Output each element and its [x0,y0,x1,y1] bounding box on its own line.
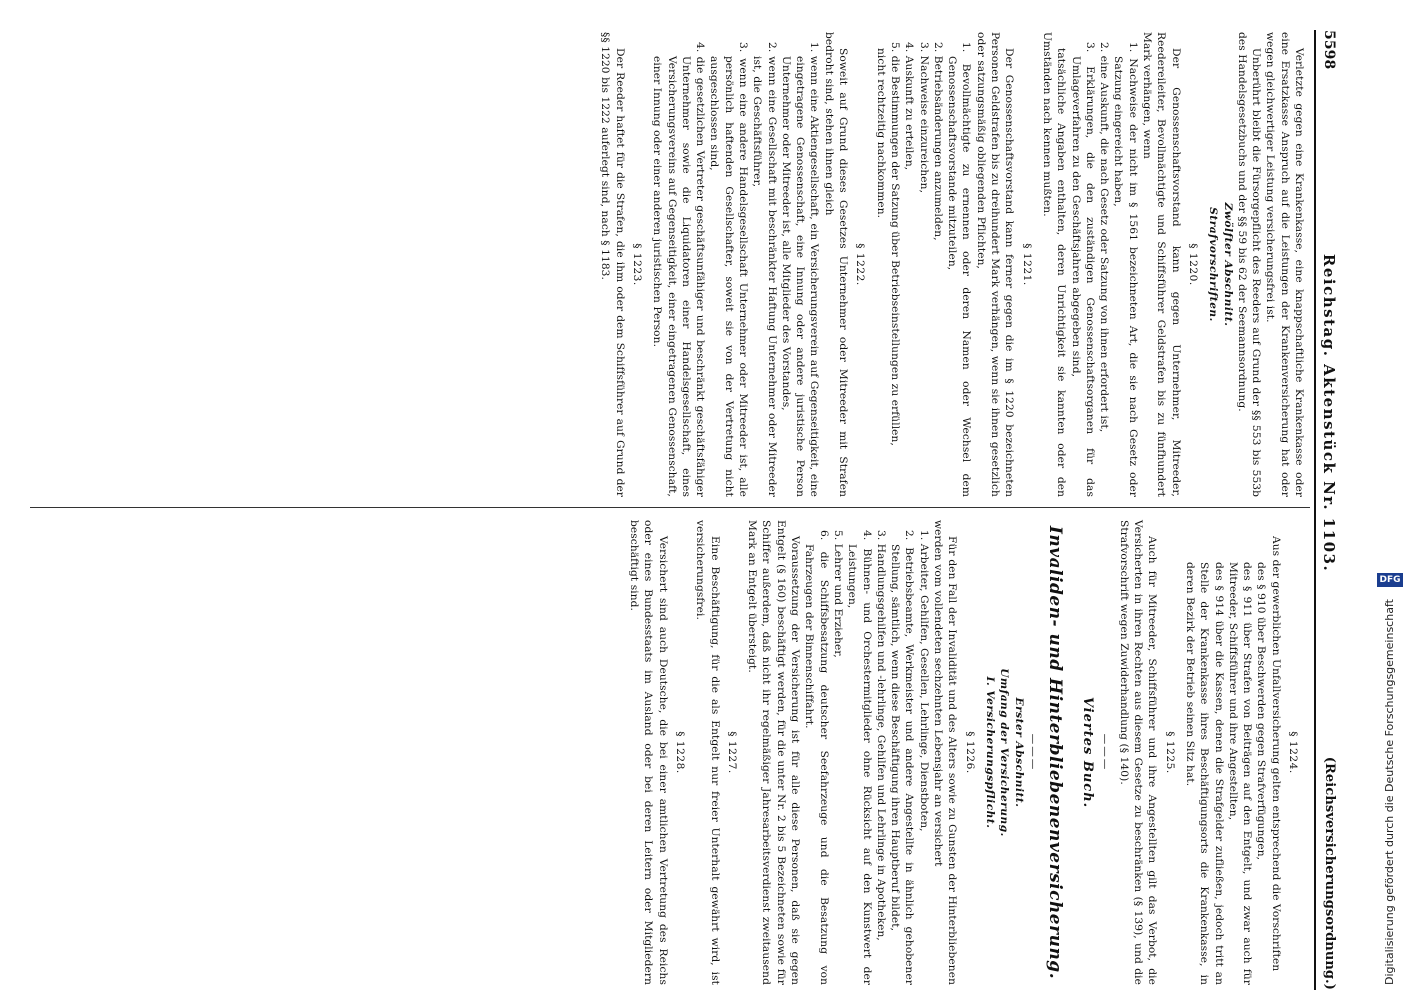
list-item [845,520,874,985]
section-number: § 1224. [1287,731,1299,774]
separator-rule: ——— [1026,733,1039,772]
right-column [627,520,1306,985]
header-subtitle: (Reichsversicherungsordnung.) [1322,756,1338,990]
section-number: § 1222. [854,243,867,286]
list-item-text: Erklärungen, die den zuständigen Genossenschaftsorganen für das Umlageverfahren zu den Geschäftsjahren abgegeben sind, [1069,56,1096,497]
paragraph: Der Genossenschaftsvorstand kann ferner gegen die im § 1220 bezeichneten Personen Geldstrafen bis zu dreihundert Mark verhängen, wenn sie ihnen gesetzlich oder satzungsmäßig obliegenden Pflichten, [974,32,1016,497]
list-item [707,32,750,497]
list-item-number: 4. [694,42,707,53]
section-heading: I. Versicherungspflicht. [983,676,996,829]
list-item-text: Bevollmächtigte zu ernennen oder deren Namen oder Wechsel dem Genossenschaftsvorstande mitzuteilen, [946,56,973,498]
footer-strip [1351,0,1401,1000]
list-item [802,520,831,985]
list-item-number: 6. [817,530,830,541]
sub-clause: des § 914 über die Kassen, denen die Strafgelder zufließen, jedoch tritt an Stelle der Krankenkasse ihres Beschäftigungsorts die Krankenkasse, in deren Bezirk der Betrieb seinen Sitz hat. [1183,562,1225,985]
list-item-number: 1. [808,42,821,53]
list-item-text: eine Auskunft, die nach Gesetz oder Satzung von ihnen erfordert ist, [1098,55,1111,433]
book-main-title: Invaliden- und Hinterbliebenenversicherung. [1044,525,1065,980]
list-item [888,520,917,985]
section-number: § 1226. [963,731,976,774]
paragraph: nicht rechtzeitig nachkommen. [874,48,887,219]
list-item [888,32,902,497]
paragraph: Versichert sind auch Deutsche, die bei einer amtlichen Vertretung des Reichs oder eines Bundesstaats im Ausland oder bei deren Leitern oder Mitgliedern beschäftigt sind. [628,520,669,985]
list-item [750,32,779,497]
header-title: Reichstag. Aktenstück Nr. 1103. [1320,253,1339,573]
section-number: § 1225. [1163,731,1176,774]
list-item-text: Betriebsänderungen anzumelden, [931,55,944,241]
page-header [1318,30,1340,990]
paragraph: Aus der gewerblichen Unfallversicherung gelten entsprechend die Vorschriften [1269,536,1282,972]
section-number: § 1227. [725,731,738,774]
section-heading: Erster Abschnitt. [1012,697,1025,808]
list-item-number: 1. [1126,42,1139,53]
list-item-number: 4. [860,530,873,541]
header-rule [1314,30,1316,990]
list-item-number: 2. [765,42,778,53]
sub-clause: des § 911 über Strafen von Beiträgen auf den Entgelt, und zwar auch für Mitreeder, Schiffsführer und ihre Angestellten, [1226,562,1254,985]
list-item-number: 3. [917,42,930,53]
page-number: 5598 [1321,30,1338,70]
list-item-text: Nachweise der nicht im § 1561 bezeichneten Art, die sie nach Gesetz oder Satzung eingereicht haben, [1112,56,1139,498]
list-item-text: wenn eine Aktiengesellschaft, ein Versicherungsverein auf Gegenseitigkeit, eine eingetragene Genossenschaft, eine Innung oder andere juristische Person Unternehmer oder Mitreeder ist, alle Mitglieder des Vorstandes, [779,55,821,498]
list-item [902,32,916,497]
paragraph: Voraussetzung der Versicherung ist für alle diese Personen, daß sie gegen Entgelt (§ 160) beschäftigt werden, für die unter Nr. 2 bis 5 Bezeichneten sowie für Schiffer außerdem, daß nicht ihr regelmäßiger Jahresarbeitsverdienst zweitausend Mark an Entgelt übersteigt. [746,520,802,985]
list-item [945,32,974,497]
list-item-text: wenn eine andere Handelsgesellschaft Unternehmer oder Mitreeder ist, alle persönlich haftenden Gesellschafter, soweit sie von der Vertretung nicht ausgeschlossen sind, [708,56,750,498]
list-item [1111,32,1140,497]
paragraph: Für den Fall der Invalidität und des Alters sowie zu Gunsten der Hinterbliebenen werden vom vollendeten sechzehnten Lebensjahr an versichert [932,520,959,985]
list-item-text: Bühnen- und Orchestermitglieder ohne Rücksicht auf den Kunstwert der Leistungen, [846,544,873,985]
section-heading: Umfang der Versicherung. [998,668,1011,837]
list-item-text: die Schiffsbesatzung deutscher Seefahrzeuge und die Besatzung von Fahrzeugen der Binnenschiffahrt. [803,544,830,986]
list-item-number: 3. [874,530,887,541]
section-number: § 1223. [630,243,643,286]
list-item [831,520,845,985]
list-item [650,32,707,497]
paragraph: Unberührt bleibt die Fürsorgepflicht des Reeders auf Grund der §§ 553 bis 553b des Handelsgesetzbuchs und der §§ 59 bis 62 der Seemannsordnung. [1235,32,1263,497]
list-item [1068,32,1097,497]
list-item-number: 2. [931,42,944,53]
list-item [916,32,930,497]
paragraph: Soweit auf Grund dieses Gesetzes Unternehmer oder Mitreeder mit Strafen bedroht sind, stehen ihnen gleich [822,32,850,497]
list-item-number: 2. [1098,42,1111,53]
section-heading: Zwölfter Abschnitt. [1221,202,1234,327]
list-item [931,32,945,497]
section-number: § 1220. [1186,243,1199,286]
list-item [916,520,930,985]
dfg-logo: DFG [1377,573,1403,587]
list-item-text: Handlungsgehilfen und -lehrlinge, Gehilfen und Lehrlinge in Apotheken, [874,543,887,941]
paragraph: Eine Beschäftigung, für die als Entgelt nur freier Unterhalt gewährt wird, ist versicherungsfrei. [694,520,721,985]
sub-clause: des § 910 über Beschwerden gegen Strafverfügungen, [1255,562,1268,861]
paragraph: Der Genossenschaftsvorstand kann gegen Unternehmer, Mitreeder, Reedereileiter, Bevollmächtigte und Schiffsführer Geldstrafen bis zu fünfhundert Mark verhängen, wenn [1141,32,1182,497]
list-item-text: Nachweise einzureichen, [917,55,930,194]
column-divider [30,507,1310,508]
list-item-number: 3. [1083,42,1096,53]
list-item-text: wenn eine Gesellschaft mit beschränkter Haftung Unternehmer oder Mitreeder ist, die Geschäftsführer, [751,56,778,497]
list-item [874,520,888,985]
footer-text: Digitalisierung gefördert durch die Deutsche Forschungsgemeinschaft [1383,599,1396,985]
list-item-text: die Bestimmungen der Satzung über Betriebseinstellungen zu erfüllen, [888,55,901,446]
list-item-number: 5. [831,530,844,541]
list-item [779,32,822,497]
list-item-text: Betriebsbeamte, Werkmeister und andere Angestellte in ähnlich gehobener Stellung, sämtlich, wenn diese Beschäftigung ihren Hauptberuf bildet, [889,544,916,986]
paragraph: Verletzte gegen eine Krankenkasse, eine knappschaftliche Krankenkasse oder eine Ersatzkasse Anspruch auf die Leistungen der Krankenversicherung hat oder wegen gleichwertiger Leistung versicherungsfrei ist. [1264,32,1305,497]
section-heading: Strafvorschriften. [1207,207,1220,322]
paragraph: tatsächliche Angaben enthalten, deren Unrichtigkeit sie kannten oder den Umständen nach kennen mußten. [1040,32,1068,497]
separator-rule: ——— [1099,733,1112,772]
paragraph: Auch für Mitreeder, Schiffsführer und ihre Angestellten gilt das Verbot, die Versicherten in ihren Rechten aus diesem Gesetze zu beschränken (§ 139), und die Strafvorschrift wegen Zuwiderhandlung (§ 140). [1117,520,1159,985]
list-item-number: 1. [917,530,930,541]
book-title: Viertes Buch. [1080,696,1096,809]
list-item-number: 1. [960,42,973,53]
document-page [0,30,1340,990]
section-number: § 1228. [674,731,687,774]
section-number: § 1221. [1020,243,1033,286]
list-item-text: Lehrer und Erzieher, [831,543,844,658]
list-item-text: Auskunft zu erteilen, [903,55,916,171]
list-item-text: die gesetzlichen Vertreter geschäftsunfähiger und beschränkt geschäftsfähiger Unternehmer sowie die Liquidatoren einer Handelsgesellschaft, eines Versicherungsvereins auf Gegenseitigkeit, einer eingetragenen Genossenschaft, einer Innung oder einer anderen juristischen Person. [651,56,707,497]
list-item [1097,32,1111,497]
paragraph: Der Reeder haftet für die Strafen, die ihm oder dem Schiffsführer auf Grund der §§ 1220 bis 1222 auferlegt sind, nach § 1183. [599,32,626,497]
list-item-number: 5. [888,42,901,53]
left-column [598,32,1306,497]
list-item-number: 4. [903,42,916,53]
list-item-number: 2. [903,530,916,541]
list-item-number: 3. [737,42,750,53]
list-item-text: Arbeiter, Gehilfen, Gesellen, Lehrlinge, Dienstboten, [917,543,930,832]
